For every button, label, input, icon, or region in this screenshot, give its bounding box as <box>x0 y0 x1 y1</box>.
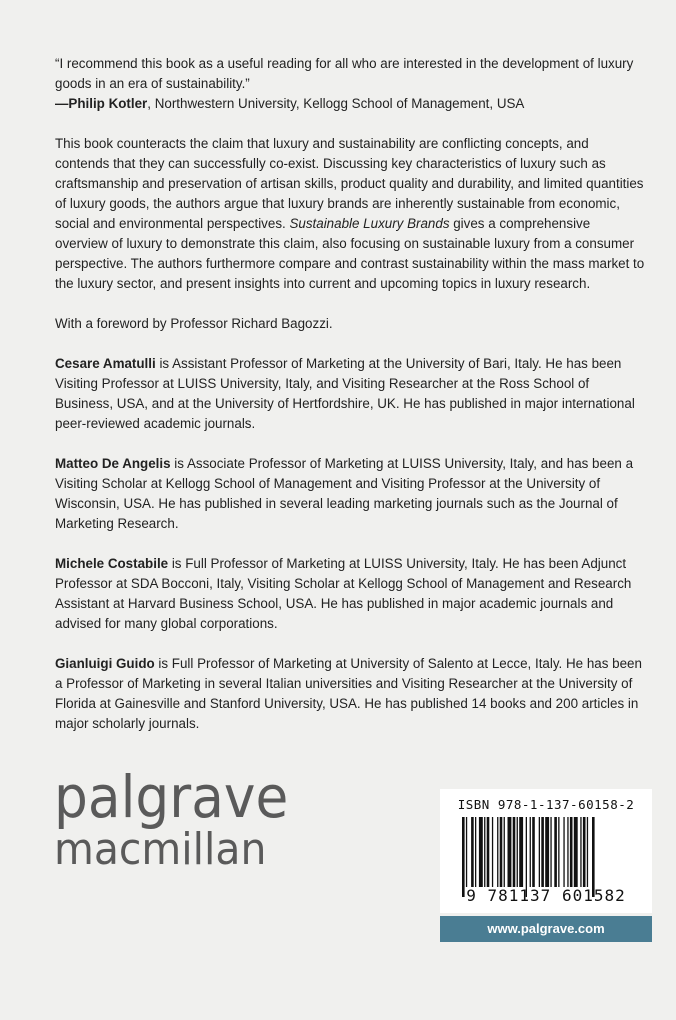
barcode-bar <box>519 817 523 887</box>
author-bio-text: is Full Professor of Marketing at University of Salento at Lecce, Italy. He has been a Professor of Marketing in several Italian universities and Visiting Researcher at the University of Florida at Gainesville and Stanford University, USA. He has published 14 books and 200 articles in major scholarly journals. <box>55 656 642 731</box>
barcode-bar <box>570 817 573 887</box>
barcode-bar <box>558 817 559 887</box>
barcode-bar <box>541 817 544 887</box>
barcode-bar <box>550 817 551 887</box>
author-bio-text: is Full Professor of Marketing at LUISS University, Italy. He has been Adjunct Professor at SDA Bocconi, Italy, Visiting Scholar at Kellogg School of Management and Research Assistant at Harvard Business School, USA. He has published in major academic journals and advised for many global corporations. <box>55 556 632 631</box>
barcode-bar <box>517 817 518 887</box>
barcode-bar <box>508 817 512 887</box>
barcode-bar <box>479 817 483 887</box>
author-name: Cesare Amatulli <box>55 356 156 371</box>
barcode-bar <box>500 817 503 887</box>
barcode-bar <box>574 817 578 887</box>
barcode-bar <box>462 817 465 897</box>
author-bio <box>55 354 645 434</box>
isbn-label: ISBN 978-1-137-60158-2 <box>457 797 635 812</box>
barcode-bar <box>526 817 527 897</box>
barcode-bar <box>532 817 535 887</box>
publisher-url[interactable]: www.palgrave.com <box>440 916 652 942</box>
publisher-logo-line1: palgrave <box>54 763 289 831</box>
author-bio <box>55 454 645 534</box>
author-name: Michele Costabile <box>55 556 169 571</box>
author-bio <box>55 554 645 634</box>
description-text-1: This book counteracts the claim that luxury and sustainability are conflicting concepts, and contends that they can successfully co-exist. Discussing key characteristics of luxury such as craftsmanship and preservation of artisan skills, product quality and durability, and limited quantities of luxury goods, the authors argue that luxury brands are inherently sustainable from economic, social and environmental perspectives. <box>55 136 644 231</box>
barcode-bar <box>466 817 467 887</box>
back-cover-text <box>55 54 645 754</box>
barcode-bar <box>592 817 595 897</box>
barcode-bar <box>513 817 516 887</box>
author-name: Gianluigi Guido <box>55 656 155 671</box>
publisher-logo <box>54 763 309 875</box>
barcode-bar <box>492 817 493 887</box>
barcode-bar <box>471 817 474 887</box>
book-description <box>55 134 645 294</box>
barcode-bar <box>539 817 540 887</box>
author-bio-text: is Associate Professor of Marketing at LUISS University, Italy, and has been a Visiting Scholar at Kellogg School of Management and Visiting Professor at the University of Wisconsin, USA. He has published in several leading marketing journals such as the Journal of Marketing Research. <box>55 456 634 531</box>
endorser-affiliation: , Northwestern University, Kellogg School of Management, USA <box>147 96 525 111</box>
barcode-bar <box>530 817 531 887</box>
endorser-name: —Philip Kotler <box>55 96 148 111</box>
book-title: Sustainable Luxury Brands <box>289 216 450 231</box>
author-bio-text: is Assistant Professor of Marketing at the University of Bari, Italy. He has been Visiting Professor at LUISS University, Italy, and Visiting Researcher at the Ross School of Business, USA, and at the University of Hertfordshire, UK. He has published in major international peer-reviewed academic journals. <box>55 356 635 431</box>
author-name: Matteo De Angelis <box>55 456 171 471</box>
barcode-bar <box>583 817 586 887</box>
description-text-2: gives a comprehensive overview of luxury to demonstrate this claim, also focusing on sustainable luxury from a consumer perspective. The authors furthermore compare and contrast sustainability within the mass market to the luxury sector, and present insights into current and upcoming topics in luxury research. <box>55 216 645 291</box>
barcode-bar <box>563 817 564 887</box>
publisher-logo-line2: macmillan <box>54 824 267 875</box>
barcode-bar <box>475 817 476 887</box>
barcode-bars <box>462 817 630 897</box>
barcode-bar <box>504 817 505 887</box>
foreword-note: With a foreword by Professor Richard Bagozzi. <box>55 316 333 331</box>
barcode-bar <box>587 817 588 887</box>
barcode-bar <box>554 817 557 887</box>
barcode-digits: 9 781137 601582 <box>466 886 626 905</box>
barcode-box <box>440 789 652 913</box>
author-bio <box>55 654 645 734</box>
barcode-bar <box>484 817 485 887</box>
barcode-bar <box>545 817 549 887</box>
barcode-bar <box>567 817 568 887</box>
barcode-bar <box>497 817 498 887</box>
endorsement-quote: “I recommend this book as a useful reading for all who are interested in the development of luxury goods in an era of sustainability.” <box>55 56 634 91</box>
barcode-bar <box>487 817 490 887</box>
endorsement <box>55 54 645 114</box>
endorsement-attribution <box>55 94 645 114</box>
barcode-bar <box>580 817 581 887</box>
